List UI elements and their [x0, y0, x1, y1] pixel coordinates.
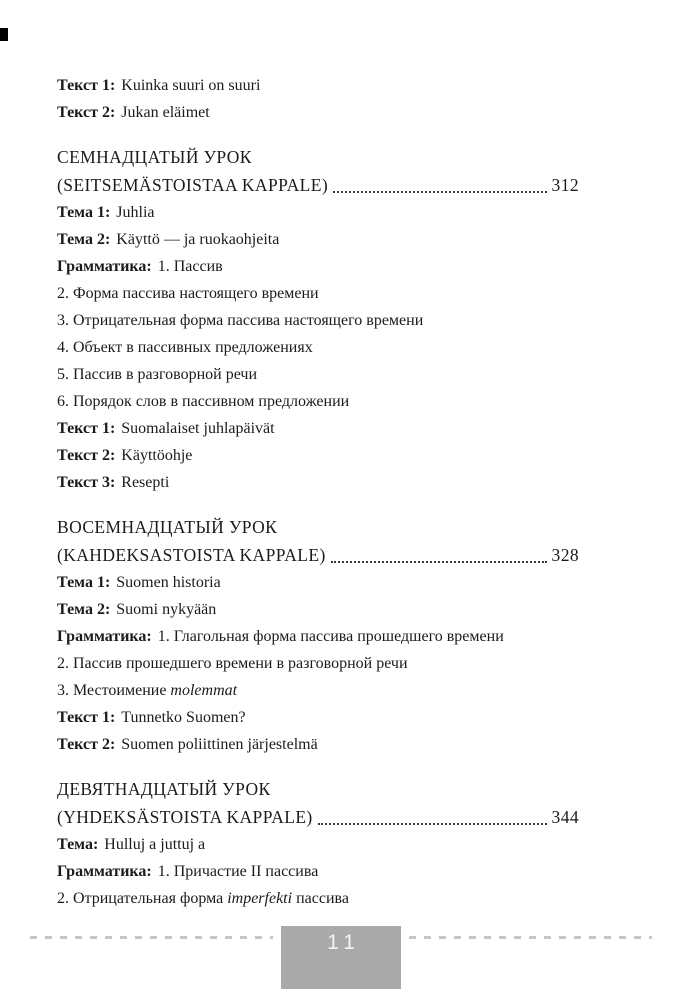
page-footer — [30, 926, 652, 989]
toc-entry — [57, 885, 625, 912]
entry-text: 3. Отрицательная форма пассива настоящего времени — [57, 312, 424, 329]
entry-text: Käyttö — ja ruokaohjeita — [116, 231, 280, 248]
entry-tail: пассива — [292, 890, 349, 907]
entry-text: Käyttöohje — [121, 447, 193, 464]
entry-text: 5. Пассив в разговорной речи — [57, 366, 257, 383]
toc-entry — [57, 226, 625, 253]
entry-text: Suomen historia — [116, 574, 221, 591]
entry-label: Текст 2: — [57, 447, 116, 464]
entry-label: Тема 2: — [57, 231, 111, 248]
toc-entry — [57, 199, 625, 226]
page-number: 11 — [327, 931, 361, 954]
section-eighteen — [57, 513, 625, 758]
entry-label: Тема 1: — [57, 574, 111, 591]
toc-entry — [57, 388, 625, 415]
entry-text: 2. Форма пассива настоящего времени — [57, 285, 319, 302]
section-title-fi: (KAHDEKSASTOISTA KAPPALE) — [57, 545, 326, 565]
section-title-row — [57, 803, 625, 831]
section-title-ru: СЕМНАДЦАТЫЙ УРОК — [57, 147, 252, 167]
section-page-ref: 344 — [551, 807, 579, 827]
entry-label: Тема: — [57, 836, 99, 853]
entry-text: Juhlia — [116, 204, 155, 221]
entry-text: Tunnetko Suomen? — [121, 709, 246, 726]
toc-entry — [57, 858, 625, 885]
entry-label: Грамматика: — [57, 863, 152, 880]
dot-leader — [331, 561, 547, 563]
entry-text: 2. Отрицательная форма — [57, 890, 228, 907]
entry-label: Текст 2: — [57, 736, 116, 753]
toc-entry — [57, 253, 625, 280]
scan-artifact-mark — [0, 28, 8, 41]
entry-text: 1. Глагольная форма пассива прошедшего времени — [157, 628, 504, 645]
toc-entry — [57, 415, 625, 442]
section-seventeen — [57, 143, 625, 496]
toc-entry — [57, 280, 625, 307]
entry-text: 2. Пассив прошедшего времени в разговорной речи — [57, 655, 408, 672]
toc-entry — [57, 99, 625, 126]
entry-text: Suomi nykyään — [116, 601, 217, 618]
entry-italic: imperfekti — [227, 890, 293, 907]
section-title-fi: (YHDEKSÄSTOISTA KAPPALE) — [57, 807, 313, 827]
entry-text: 1. Причастие II пассива — [157, 863, 319, 880]
toc-entry — [57, 731, 625, 758]
toc-entry — [57, 623, 625, 650]
section-title-ru: ДЕВЯТНАДЦАТЫЙ УРОК — [57, 779, 271, 799]
dashed-rule-right — [409, 936, 652, 939]
toc-entry — [57, 72, 625, 99]
entry-label: Текст 1: — [57, 420, 116, 437]
toc-entry — [57, 596, 625, 623]
dot-leader — [318, 823, 547, 825]
section-nineteen — [57, 775, 625, 912]
toc-entry — [57, 569, 625, 596]
entry-text: 6. Порядок слов в пассивном предложении — [57, 393, 350, 410]
entry-label: Текст 2: — [57, 104, 116, 121]
entry-label: Текст 1: — [57, 709, 116, 726]
section-title-row — [57, 171, 625, 199]
entry-label: Текст 1: — [57, 77, 116, 94]
toc-entry — [57, 307, 625, 334]
entry-text: 3. Местоимение — [57, 682, 171, 699]
entry-text: Hulluj a juttuj a — [104, 836, 206, 853]
toc-entry — [57, 334, 625, 361]
entry-italic: molemmat — [170, 682, 238, 699]
section-title-fi: (SEITSEMÄSTOISTAA KAPPALE) — [57, 175, 329, 195]
entry-label: Грамматика: — [57, 628, 152, 645]
entry-text: Jukan eläimet — [121, 104, 210, 121]
toc-entry — [57, 831, 625, 858]
toc-entry — [57, 704, 625, 731]
entry-text: Suomalaiset juhlapäivät — [121, 420, 275, 437]
entry-label: Грамматика: — [57, 258, 152, 275]
toc-content — [57, 72, 625, 912]
section-title-row — [57, 541, 625, 569]
dashed-rule-left — [30, 936, 273, 939]
entry-text: 4. Объект в пассивных предложениях — [57, 339, 313, 356]
section-title-ru: ВОСЕМНАДЦАТЫЙ УРОК — [57, 517, 278, 537]
section-page-ref: 312 — [551, 175, 579, 195]
entry-text: Kuinka suuri on suuri — [121, 77, 261, 94]
entry-text: 1. Пассив — [157, 258, 223, 275]
entry-text: Resepti — [121, 474, 170, 491]
toc-entry — [57, 650, 625, 677]
toc-entry — [57, 677, 625, 704]
toc-entry — [57, 361, 625, 388]
entry-label: Тема 1: — [57, 204, 111, 221]
toc-entry — [57, 469, 625, 496]
section-page-ref: 328 — [551, 545, 579, 565]
toc-entry — [57, 442, 625, 469]
entry-text: Suomen poliittinen järjestelmä — [121, 736, 318, 753]
page-number-badge — [281, 926, 401, 989]
entry-label: Тема 2: — [57, 601, 111, 618]
entry-label: Текст 3: — [57, 474, 116, 491]
dot-leader — [333, 191, 547, 193]
